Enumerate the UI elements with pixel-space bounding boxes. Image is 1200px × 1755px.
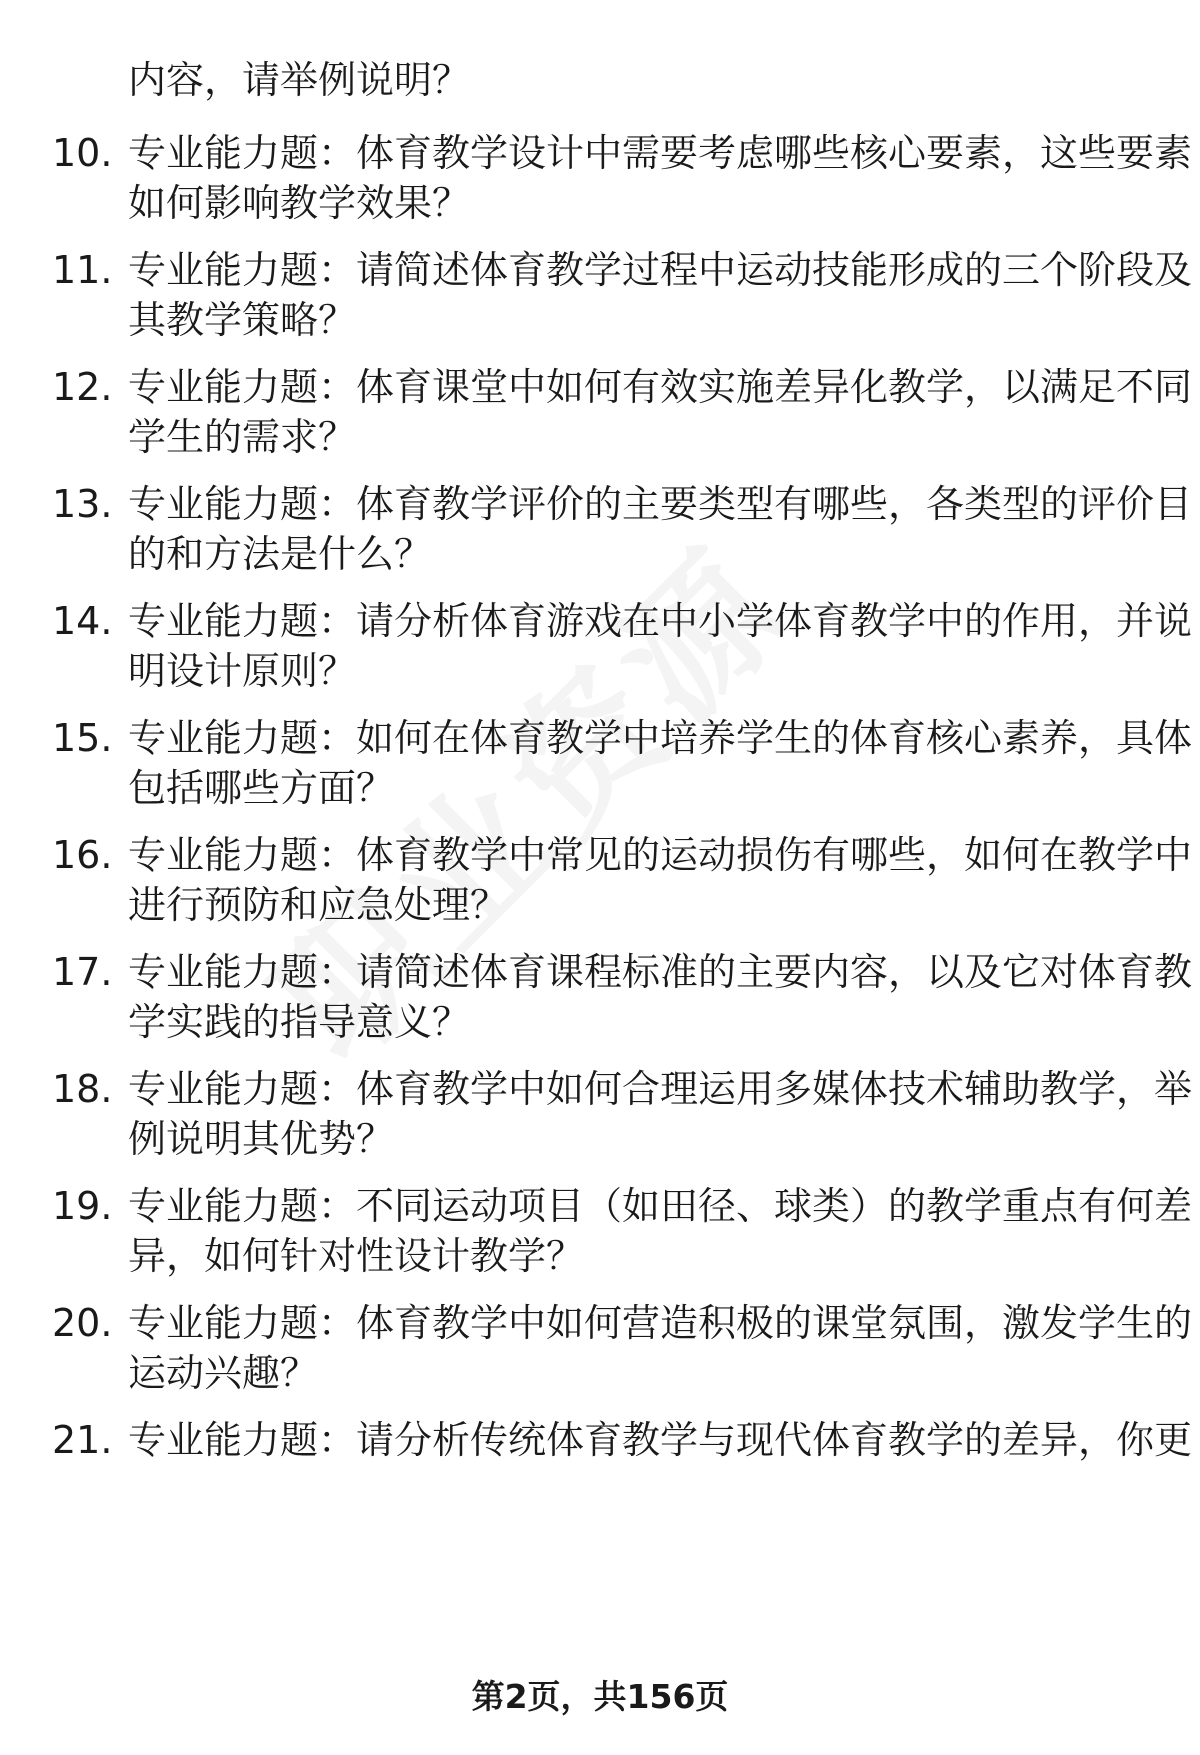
question-number: 14.: [52, 599, 113, 643]
question-line-1: 专业能力题：体育教学评价的主要类型有哪些，各类型的评价目: [128, 482, 1193, 526]
question-line-1: 专业能力题：不同运动项目（如田径、球类）的教学重点有何差: [128, 1184, 1193, 1228]
question-number: 17.: [52, 950, 113, 994]
question-line-1: 专业能力题：体育教学中常见的运动损伤有哪些，如何在教学中: [128, 833, 1193, 877]
question-number: 21.: [52, 1418, 113, 1462]
question-line-1: 专业能力题：请简述体育课程标准的主要内容，以及它对体育教: [128, 950, 1193, 994]
question-line-2: 学实践的指导意义？: [128, 1000, 471, 1044]
question-line-1: 专业能力题：请分析传统体育教学与现代体育教学的差异，你更: [128, 1418, 1193, 1462]
question-number: 15.: [52, 716, 113, 760]
question-number: 11.: [52, 248, 113, 292]
page-footer: 第2页，共156页: [471, 1677, 729, 1716]
question-number: 18.: [52, 1067, 113, 1111]
question-line-1: 专业能力题：请分析体育游戏在中小学体育教学中的作用，并说: [128, 599, 1193, 643]
question-line-2: 运动兴趣？: [128, 1351, 319, 1395]
question-line-2: 学生的需求？: [128, 415, 357, 459]
question-line-2: 进行预防和应急处理？: [128, 883, 509, 927]
question-line-1: 专业能力题：请简述体育教学过程中运动技能形成的三个阶段及: [128, 248, 1193, 292]
question-number: 13.: [52, 482, 113, 526]
question-line-1: 专业能力题：体育教学设计中需要考虑哪些核心要素，这些要素: [128, 131, 1193, 175]
question-line-2: 明设计原则？: [128, 649, 357, 693]
question-number: 20.: [52, 1301, 113, 1345]
question-line-2: 包括哪些方面？: [128, 766, 395, 810]
question-line-2: 例说明其优势？: [128, 1117, 395, 1161]
question-line-2: 如何影响教学效果？: [128, 181, 471, 225]
question-line-1: 专业能力题：体育教学中如何合理运用多媒体技术辅助教学，举: [128, 1067, 1193, 1111]
question-number: 12.: [52, 365, 113, 409]
question-line-2: 异，如何针对性设计教学？: [128, 1234, 585, 1278]
question-line-1: 专业能力题：体育课堂中如何有效实施差异化教学，以满足不同: [128, 365, 1193, 409]
question-line-1: 专业能力题：体育教学中如何营造积极的课堂氛围，激发学生的: [128, 1301, 1193, 1345]
question-number: 16.: [52, 833, 113, 877]
question-number: 10.: [52, 131, 113, 175]
question-line-2: 的和方法是什么？: [128, 532, 433, 576]
question-number: 19.: [52, 1184, 113, 1228]
question-line-1: 专业能力题：如何在体育教学中培养学生的体育核心素养，具体: [128, 716, 1193, 760]
continuation-line: 内容，请举例说明？: [128, 58, 471, 102]
question-line-2: 其教学策略？: [128, 298, 357, 342]
